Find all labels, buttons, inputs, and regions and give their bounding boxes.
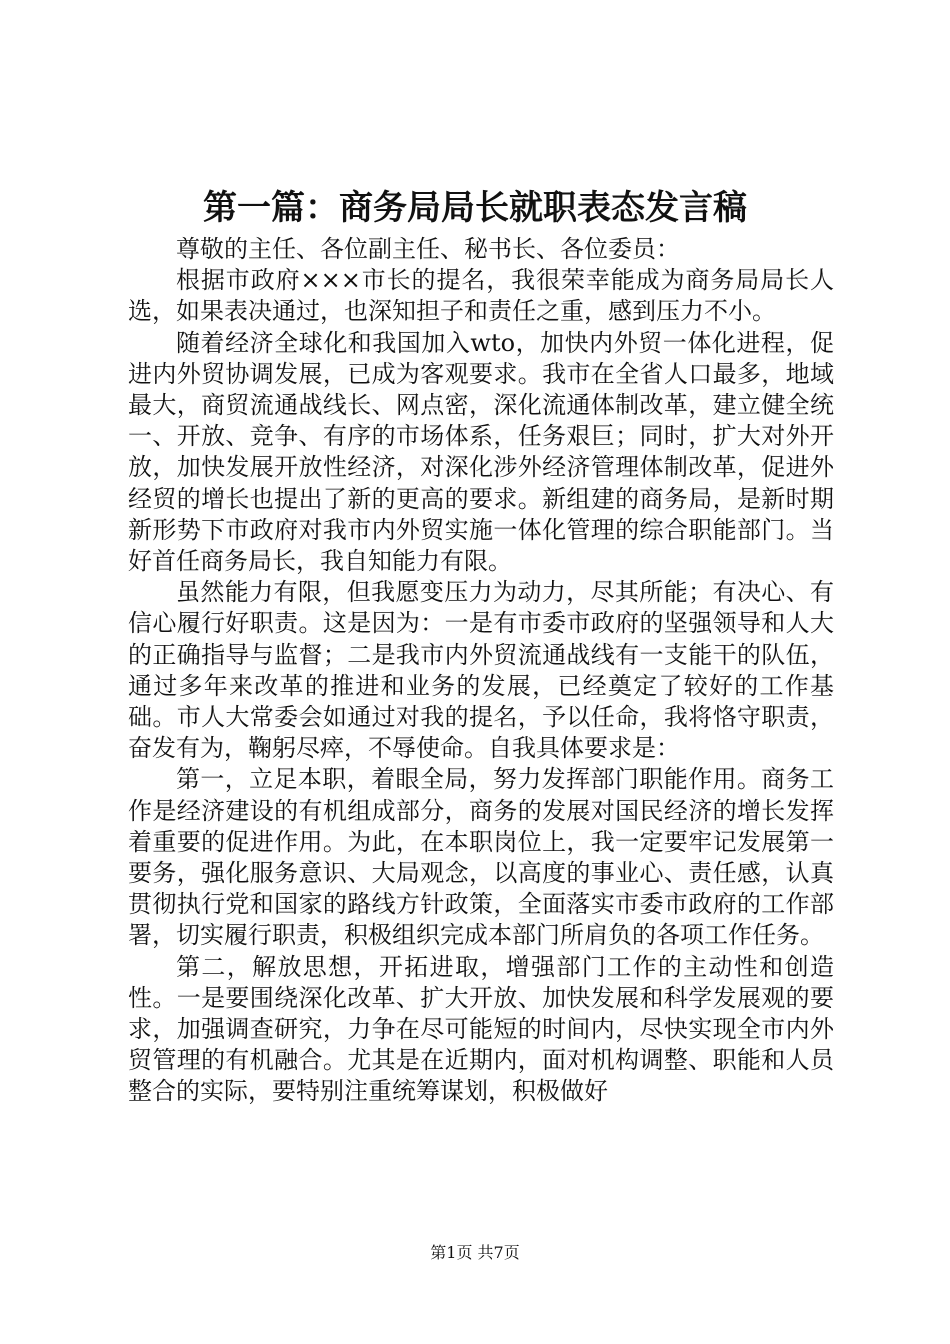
document-title: 第一篇：商务局局长就职表态发言稿 [203, 188, 747, 228]
body-paragraph: 随着经济全球化和我国加入wto，加快内外贸一体化进程，促进内外贸协调发展，已成为客观要求。我市在全省人口最多，地域最大，商贸流通战线长、网点密，深化流通体制改革，建立健全统一、开放、竞争、有序的市场体系，任务艰巨；同时，扩大对外开放，加快发展开放性经济，对深化涉外经济管理体制改革，促进外经贸的增长也提出了新的更高的要求。新组建的商务局，是新时期新形势下市政府对我市内外贸实施一体化管理的综合职能部门。当好首任商务局长，我自知能力有限。 [128, 328, 834, 576]
salutation-paragraph: 尊敬的主任、各位副主任、秘书长、各位委员： [176, 235, 680, 263]
body-paragraph: 虽然能力有限，但我愿变压力为动力，尽其所能；有决心、有信心履行好职责。这是因为：一是有市委市政府的坚强领导和人大的正确指导与监督；二是我市内外贸流通战线有一支能干的队伍，通过多年来改革的推进和业务的发展，已经奠定了较好的工作基础。市人大常委会如通过对我的提名，予以任命，我将恪守职责，奋发有为，鞠躬尽瘁，不辱使命。自我具体要求是： [128, 578, 834, 763]
body-paragraph: 第二，解放思想，开拓进取，增强部门工作的主动性和创造性。一是要围绕深化改革、扩大开放、加快发展和科学发展观的要求，加强调查研究，力争在尽可能短的时间内，尽快实现全市内外贸管理的有机融合。尤其是在近期内，面对机构调整、职能和人员整合的实际，要特别注重统筹谋划，积极做好 [128, 952, 834, 1106]
body-paragraph: 第一，立足本职，着眼全局，努力发挥部门职能作用。商务工作是经济建设的有机组成部分，商务的发展对国民经济的增长发挥着重要的促进作用。为此，在本职岗位上，我一定要牢记发展第一要务，强化服务意识、大局观念，以高度的事业心、责任感，认真贯彻执行党和国家的路线方针政策，全面落实市委市政府的工作部署，切实履行职责，积极组织完成本部门所肩负的各项工作任务。 [128, 765, 834, 950]
document-body [128, 234, 834, 1108]
body-paragraph: 根据市政府×××市长的提名，我很荣幸能成为商务局局长人选，如果表决通过，也深知担子和责任之重，感到压力不小。 [128, 266, 834, 326]
page-number-footer: 第1页 共7页 [430, 1243, 520, 1262]
